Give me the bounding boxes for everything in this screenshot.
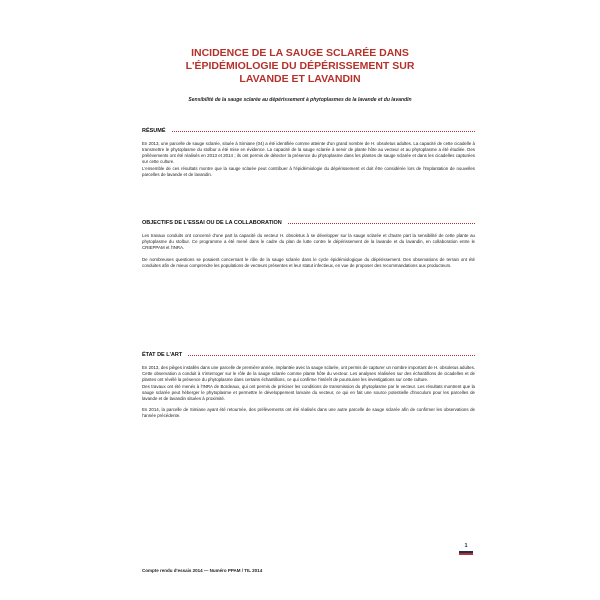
section-divider xyxy=(172,131,475,132)
paragraph: Des travaux ont été menés à l'INRA de Bordeaux, qui ont permis de préciser les conditions de transmission du phytoplasme par le vecteur. Les résultats montrent que la sauge sclarée peut héberger le phytoplasme et permettre le développement larvaire du vecteur, ce qui en fait une source potentielle d'inoculum pour les parcelles de lavande et de lavandin situées à proximité. xyxy=(142,383,475,401)
section-objectifs xyxy=(142,219,475,269)
section-etat-de-lart xyxy=(142,351,475,419)
section-heading-text: RÉSUMÉ xyxy=(142,128,166,134)
section-heading-text: ÉTAT DE L'ART xyxy=(142,352,183,358)
section-divider xyxy=(288,223,475,224)
paragraph: En 2013, des pièges installés dans une parcelle de première année, implantée avec la sauge sclarée, ont permis de capturer un nombre important de H. obsoletus adultes. Cette observation a conduit à s'interroger sur le rôle de la sauge sclarée comme plante hôte du vecteur. Les analyses réalisées sur des échantillons de cicadelles et de plantes ont révélé la présence du phytoplasme dans certains échantillons, ce qui confirme l'intérêt de poursuivre les investigations sur cette culture. xyxy=(142,365,475,382)
page-number-text: 1 xyxy=(464,543,468,549)
page-number-bar-red xyxy=(459,553,473,555)
paragraph: De nombreuses questions se posaient concernant le rôle de la sauge sclarée dans le cycle épidémiologique du dépérissement. Des observations de terrain ont été conduites afin de mieux comprendre les populations de vecteurs présentes et leur statut infectieux, en vue de proposer des recommandations aux producteurs. xyxy=(142,256,475,268)
section-resume xyxy=(142,127,475,177)
section-heading xyxy=(142,127,475,135)
document-subtitle: Sensibilité de la sauge sclarée au dépérissement à phytoplasmes de la lavande et du lavandin xyxy=(188,97,412,103)
page-number xyxy=(459,543,473,555)
title-line-3: LAVANDE ET LAVANDIN xyxy=(239,73,361,85)
section-heading xyxy=(142,219,475,227)
paragraph: Les travaux conduits ont concerné d'une part la capacité du vecteur H. obsoletus à se développer sur la sauge sclarée et d'autre part la sensibilité de cette plante au phytoplasme du stolbur. Ce programme a été mené dans le cadre du plan de lutte contre le dépérissement de la lavande et du lavandin, en collaboration entre le CRIEPPAM et l'INRA. xyxy=(142,233,475,250)
document-title xyxy=(150,47,450,86)
title-line-1: INCIDENCE DE LA SAUGE SCLARÉE DANS xyxy=(191,47,409,59)
section-heading-text: OBJECTIFS DE L'ESSAI OU DE LA COLLABORATION xyxy=(142,220,282,226)
footer-text: Compte rendu d'essais 2014 — Numéro PPAM / TIL 2014 xyxy=(142,568,263,573)
paragraph: L'ensemble de ces résultats montre que la sauge sclarée peut contribuer à l'épidémiologie du dépérissement et doit être considérée lors de l'implantation de nouvelles parcelles de lavande et de lavandin. xyxy=(142,165,475,177)
section-heading xyxy=(142,351,475,359)
section-divider xyxy=(188,355,475,356)
paragraph: En 2014, la parcelle de Simiane ayant été retournée, des prélèvements ont été réalisés dans une autre parcelle de sauge sclarée afin de confirmer les observations de l'année précédente. xyxy=(142,407,475,419)
paragraph: En 2013, une parcelle de sauge sclarée, située à Simiane (04) a été identifiée comme atteinte d'un grand nombre de H. obsoletus adultes. La capacité de cette cicadelle à transmettre le phytoplasme du stolbur a été mise en évidence. La capacité de la sauge sclarée à servir de plante hôte au vecteur et au phytoplasme a été étudiée. Des prélèvements ont été réalisés en 2013 et 2014 ; ils ont permis de détecter la présence du phytoplasme dans les plantes de sauge sclarée et dans les cicadelles capturées sur cette culture. xyxy=(142,141,475,164)
title-line-2: L'ÉPIDÉMIOLOGIE DU DÉPÉRISSEMENT SUR xyxy=(185,60,415,72)
